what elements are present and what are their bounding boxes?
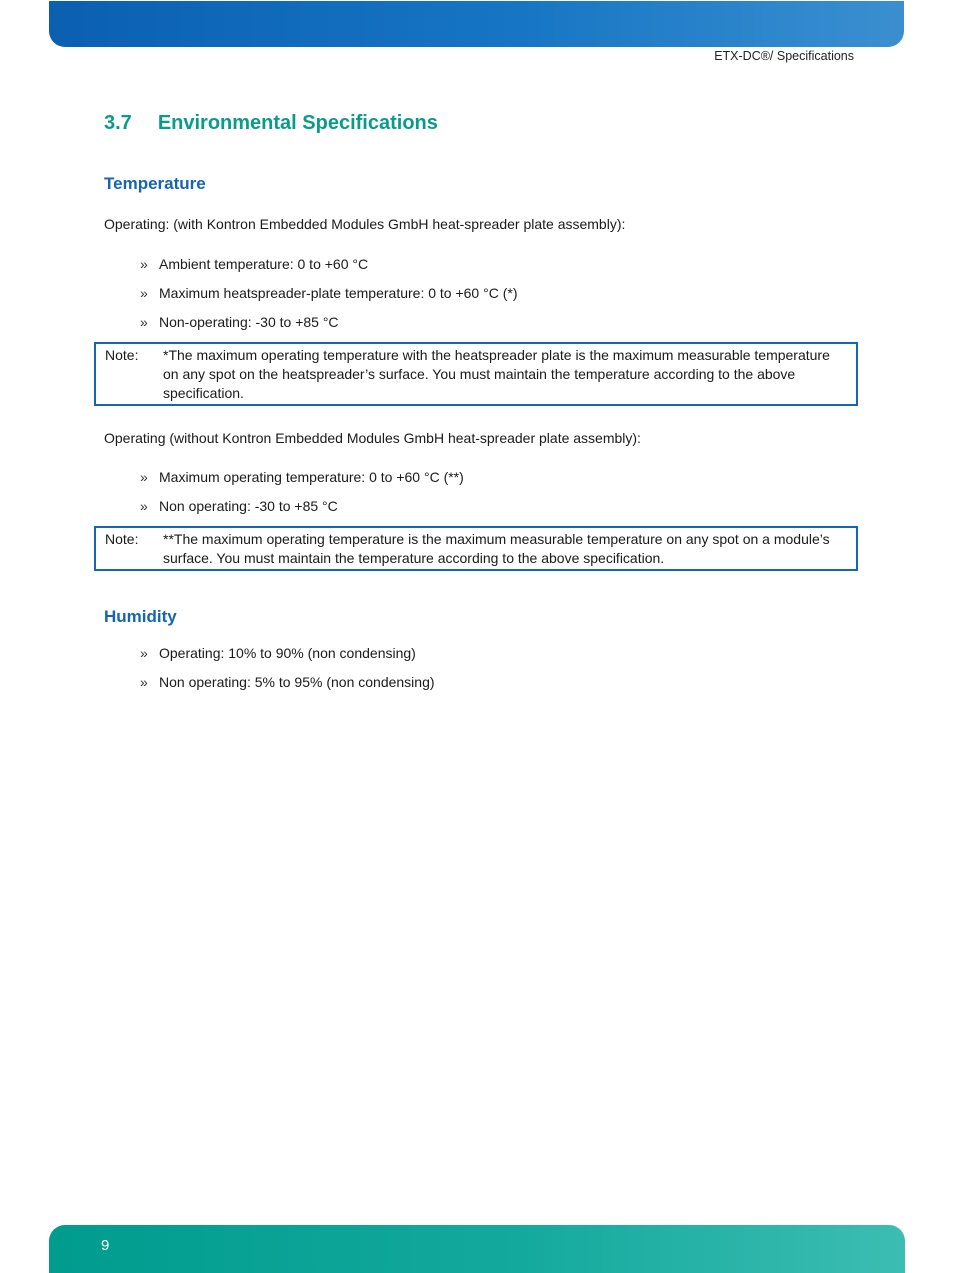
list-item: » Maximum heatspreader-plate temperature: 0 to +60 °C (*) [140,284,517,313]
footer-bar [49,1225,905,1273]
running-head: ETX-DC®/ Specifications [714,49,854,63]
note-label: Note: [105,347,139,363]
bullet-marker-icon: » [140,314,148,330]
header-bar [49,1,904,47]
bullet-marker-icon: » [140,498,148,514]
humidity-list [140,644,435,702]
note-label: Note: [105,531,139,547]
operating-with-plate-intro: Operating: (with Kontron Embedded Modules GmbH heat-spreader plate assembly): [104,216,626,232]
note-text: *The maximum operating temperature with the heatspreader plate is the maximum measurable temperature on any spot on the heatspreader’s surface. You must maintain the temperature according to the above specification. [163,347,830,401]
section-title [104,112,438,135]
list-item: » Non operating: -30 to +85 °C [140,497,464,526]
bullet-marker-icon: » [140,645,148,661]
temperature-heading: Temperature [104,174,206,193]
bullet-marker-icon: » [140,469,148,485]
page-number: 9 [101,1237,110,1254]
list-item: » Non operating: 5% to 95% (non condensing) [140,673,435,702]
operating-without-plate-intro: Operating (without Kontron Embedded Modules GmbH heat-spreader plate assembly): [104,430,641,446]
temperature-without-plate-list [140,468,464,526]
note-box-heatspreader [94,342,858,406]
bullet-marker-icon: » [140,674,148,690]
humidity-heading: Humidity [104,607,177,626]
note-box-module [94,526,858,571]
bullet-marker-icon: » [140,256,148,272]
list-item: » Operating: 10% to 90% (non condensing) [140,644,435,673]
section-title-text: Environmental Specifications [157,112,438,134]
section-number: 3.7 [104,112,132,134]
list-item: » Non-operating: -30 to +85 °C [140,313,517,342]
bullet-marker-icon: » [140,285,148,301]
list-item: » Maximum operating temperature: 0 to +60 °C (**) [140,468,464,497]
note-text: **The maximum operating temperature is the maximum measurable temperature on any spot on a module’s surface. You must maintain the temperature according to the above specification. [163,531,830,566]
temperature-with-plate-list [140,255,517,342]
list-item: » Ambient temperature: 0 to +60 °C [140,255,517,284]
